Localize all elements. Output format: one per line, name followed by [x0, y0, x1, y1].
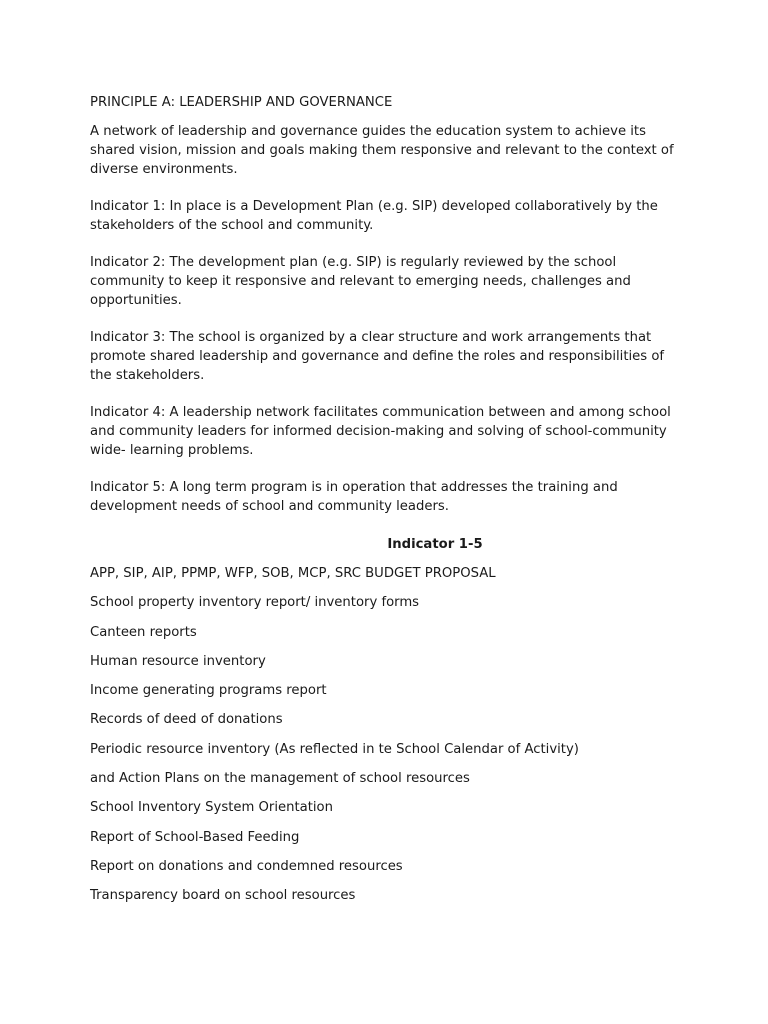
- list-item: Transparency board on school resources: [90, 888, 356, 904]
- indicator-2-paragraph: Indicator 2: The development plan (e.g. SIP) is regularly reviewed by the school community to keep it responsive and relevant to emerging needs, challenges and opportunities.: [90, 255, 631, 308]
- list-item: Canteen reports: [90, 624, 197, 640]
- list-item: Human resource inventory: [90, 653, 266, 669]
- indicator-range-subheading: Indicator 1-5: [387, 537, 483, 552]
- list-item: and Action Plans on the management of school resources: [90, 771, 470, 787]
- indicator-3-paragraph: Indicator 3: The school is organized by a clear structure and work arrangements that promote shared leadership and governance and define the roles and responsibilities of the stakeholders.: [90, 330, 665, 383]
- list-item: APP, SIP, AIP, PPMP, WFP, SOB, MCP, SRC BUDGET PROPOSAL: [90, 566, 496, 581]
- list-item: Income generating programs report: [90, 683, 327, 699]
- list-item: Report on donations and condemned resources: [90, 858, 403, 874]
- intro-paragraph: A network of leadership and governance guides the education system to achieve its shared vision, mission and goals making them responsive and relevant to the context of diverse environments.: [90, 124, 674, 177]
- list-item: Periodic resource inventory (As reflected in te School Calendar of Activity): [90, 741, 579, 757]
- list-item: School Inventory System Orientation: [90, 800, 333, 816]
- indicator-1-paragraph: Indicator 1: In place is a Development Plan (e.g. SIP) developed collaboratively by the stakeholders of the school and community.: [90, 199, 658, 233]
- principle-heading: PRINCIPLE A: LEADERSHIP AND GOVERNANCE: [90, 95, 393, 110]
- indicator-4-paragraph: Indicator 4: A leadership network facilitates communication between and among school and community leaders for informed decision-making and solving of school-community wide- learning problems.: [90, 405, 671, 458]
- document-page: [90, 93, 680, 916]
- evidence-list: [90, 564, 680, 905]
- list-item: Records of deed of donations: [90, 712, 283, 728]
- list-item: Report of School-Based Feeding: [90, 829, 300, 845]
- list-item: School property inventory report/ inventory forms: [90, 595, 420, 611]
- indicator-5-paragraph: Indicator 5: A long term program is in operation that addresses the training and development needs of school and community leaders.: [90, 480, 618, 514]
